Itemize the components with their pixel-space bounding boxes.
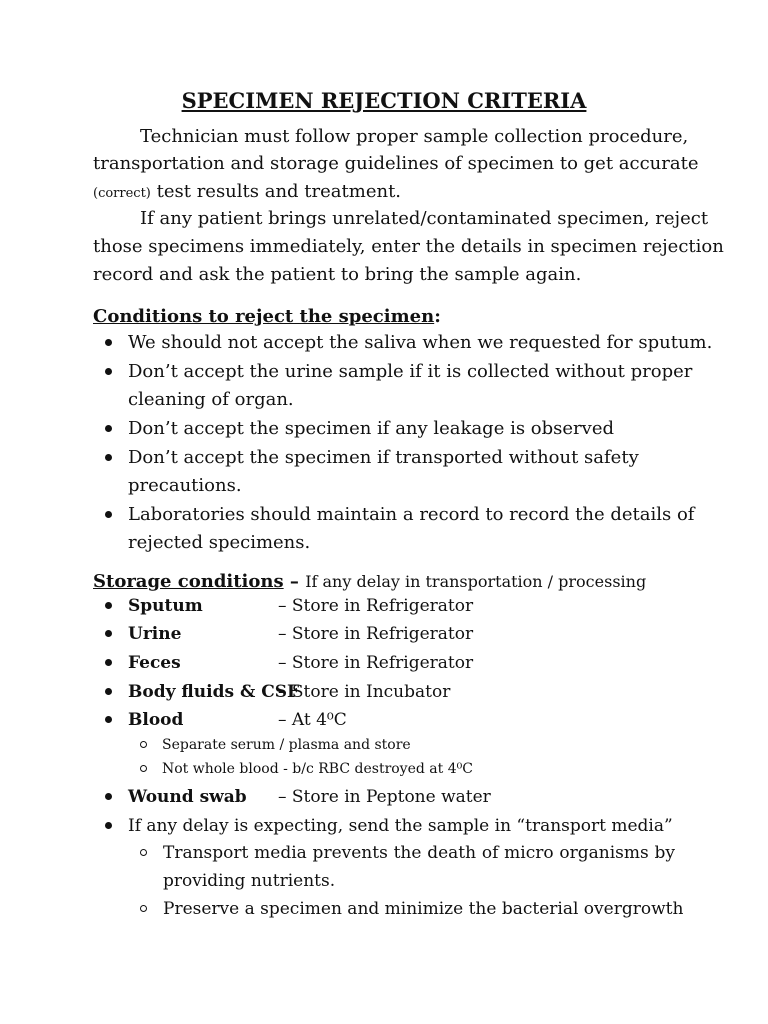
condition-5-line2: rejected specimens. (128, 532, 311, 553)
circle-bullet-icon (140, 765, 147, 772)
correct-note: (correct) (93, 186, 151, 201)
condition-4-line2: precautions. (128, 475, 242, 496)
condition-1-line1: We should not accept the saliva when we requested for sputum. (128, 332, 713, 353)
bullet-icon (105, 339, 112, 346)
para2-line3: record and ask the patient to bring the sample again. (93, 264, 582, 285)
para1-line1: Technician must follow proper sample collection procedure, (140, 126, 689, 147)
delay-line: If any delay is expecting, send the sample in “transport media” (128, 816, 673, 836)
condition-2-line1: Don’t accept the urine sample if it is collected without proper (128, 361, 693, 382)
para1-line3 (93, 181, 401, 205)
bullet-icon (105, 630, 112, 637)
storage-heading (93, 571, 646, 593)
storage-item-sputum-name: Sputum (128, 596, 203, 616)
storage-heading-text: Storage conditions (93, 571, 284, 592)
storage-heading-note: If any delay in transportation / processing (305, 572, 647, 591)
circle-bullet-icon (140, 905, 147, 912)
transport-sub-1-line2: providing nutrients. (163, 871, 336, 891)
bullet-icon (105, 659, 112, 666)
storage-item-bodyfluids-rule: – Store in Incubator (278, 682, 451, 702)
circle-bullet-icon (140, 741, 147, 748)
storage-item-wound-name: Wound swab (128, 787, 247, 807)
conditions-heading (93, 306, 441, 328)
para2-line1: If any patient brings unrelated/contaminated specimen, reject (140, 208, 709, 229)
bullet-icon (105, 454, 112, 461)
storage-item-urine-rule: – Store in Refrigerator (278, 624, 474, 644)
bullet-icon (105, 602, 112, 609)
bullet-icon (105, 511, 112, 518)
para1-line2: transportation and storage guidelines of specimen to get accurate (93, 153, 699, 174)
transport-sub-2-line1: Preserve a specimen and minimize the bacterial overgrowth (163, 899, 684, 919)
storage-heading-dash: – (283, 571, 306, 592)
condition-3-line1: Don’t accept the specimen if any leakage is observed (128, 418, 614, 439)
blood-sub-1: Separate serum / plasma and store (162, 737, 411, 753)
storage-item-urine-name: Urine (128, 624, 182, 644)
storage-item-feces-name: Feces (128, 653, 181, 673)
condition-4-line1: Don’t accept the specimen if transported without safety (128, 447, 639, 468)
storage-item-blood-name: Blood (128, 710, 184, 730)
storage-item-wound-rule: – Store in Peptone water (278, 787, 491, 807)
condition-5-line1: Laboratories should maintain a record to record the details of (128, 504, 695, 525)
conditions-heading-text: Conditions to reject the specimen (93, 306, 435, 327)
para1-line3-text: test results and treatment. (150, 181, 402, 202)
bullet-icon (105, 716, 112, 723)
storage-item-bodyfluids-name: Body fluids & CSF (128, 682, 300, 702)
storage-item-feces-rule: – Store in Refrigerator (278, 653, 474, 673)
blood-sub-2: Not whole blood - b/c RBC destroyed at 4⁰C (162, 761, 473, 777)
storage-item-sputum-rule: – Store in Refrigerator (278, 596, 474, 616)
conditions-heading-colon: : (434, 306, 441, 327)
bullet-icon (105, 368, 112, 375)
transport-sub-1-line1: Transport media prevents the death of micro organisms by (163, 843, 675, 863)
storage-item-blood-rule: – At 4⁰C (278, 710, 347, 730)
condition-2-line2: cleaning of organ. (128, 389, 294, 410)
bullet-icon (105, 425, 112, 432)
circle-bullet-icon (140, 849, 147, 856)
bullet-icon (105, 793, 112, 800)
bullet-icon (105, 688, 112, 695)
para2-line2: those specimens immediately, enter the details in specimen rejection (93, 236, 724, 257)
bullet-icon (105, 822, 112, 829)
page-title: SPECIMEN REJECTION CRITERIA (181, 88, 587, 113)
